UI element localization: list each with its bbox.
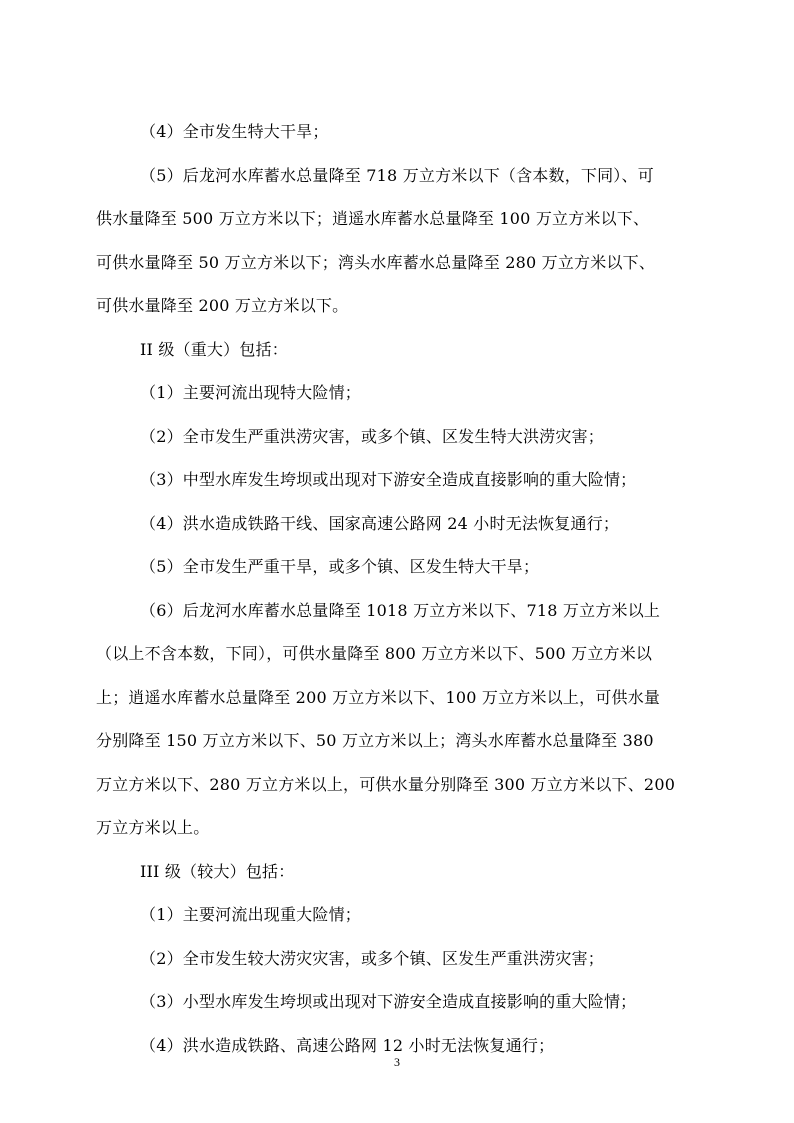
paragraph [96, 545, 720, 589]
paragraph [96, 937, 720, 981]
text-line: （2）全市发生严重洪涝灾害，或多个镇、区发生特大洪涝灾害； [140, 426, 604, 446]
text-line: （4）洪水造成铁路、高速公路网 12 小时无法恢复通行； [140, 1035, 555, 1055]
paragraph [96, 110, 720, 154]
paragraph [96, 415, 720, 459]
paragraph [96, 371, 720, 415]
text-line: （5）后龙河水库蓄水总量降至 718 万立方米以下（含本数，下同）、可 [140, 165, 654, 185]
text-line: 可供水量降至 50 万立方米以下；湾头水库蓄水总量降至 280 万立方米以下、 [96, 252, 656, 272]
section-heading [96, 850, 720, 894]
text-line: III 级（较大）包括： [140, 861, 295, 881]
paragraph [96, 980, 720, 1024]
paragraph [96, 154, 720, 328]
text-line: 万立方米以上。 [96, 818, 210, 837]
text-line: 万立方米以下、280 万立方米以上，可供水量分别降至 300 万立方米以下、200 [96, 774, 676, 794]
paragraph [96, 589, 720, 850]
text-line: 上；逍遥水库蓄水总量降至 200 万立方米以下、100 万立方米以上，可供水量 [96, 687, 661, 707]
text-line: （1）主要河流出现重大险情； [140, 905, 361, 924]
paragraph [96, 893, 720, 937]
text-line: （以上不含本数，下同），可供水量降至 800 万立方米以下、500 万立方米以 [96, 644, 653, 663]
text-line: （3）中型水库发生垮坝或出现对下游安全造成直接影响的重大险情； [140, 470, 637, 489]
text-line: （6）后龙河水库蓄水总量降至 1018 万立方米以下、718 万立方米以上 [140, 600, 661, 620]
section-heading [96, 328, 720, 372]
paragraph [96, 502, 720, 546]
text-line: （1）主要河流出现特大险情； [140, 383, 361, 402]
text-line: （5）全市发生严重干旱，或多个镇、区发生特大干旱； [140, 557, 540, 576]
text-line: 可供水量降至 200 万立方米以下。 [96, 296, 349, 315]
text-line: 分别降至 150 万立方米以下、50 万立方米以上；湾头水库蓄水总量降至 380 [96, 731, 654, 750]
text-line: （4）洪水造成铁路干线、国家高速公路网 24 小时无法恢复通行； [140, 513, 620, 533]
text-line: （4）全市发生特大干旱； [140, 122, 329, 141]
text-line: （3）小型水库发生垮坝或出现对下游安全造成直接影响的重大险情； [140, 992, 637, 1011]
text-line: 供水量降至 500 万立方米以下；逍遥水库蓄水总量降至 100 万立方米以下、 [96, 209, 650, 228]
body-text [96, 110, 720, 1067]
page-number: 3 [394, 1055, 400, 1069]
text-line: （2）全市发生较大涝灾灾害，或多个镇、区发生严重洪涝灾害； [140, 948, 604, 968]
paragraph [96, 458, 720, 502]
text-line: II 级（重大）包括： [140, 339, 288, 359]
